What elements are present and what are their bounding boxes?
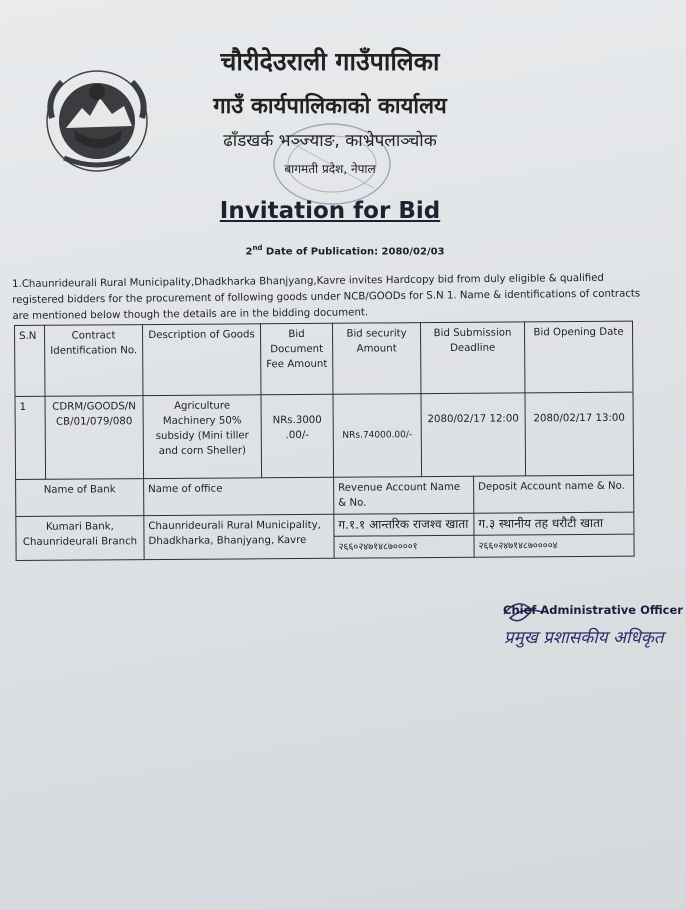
office-name: गाउँ कार्यपालिकाको कार्यालय <box>213 94 447 119</box>
table-row <box>15 392 634 479</box>
cell-revenue-no: २६६०२४७१४८७००००१ <box>334 535 474 558</box>
header-fee: Bid Document Fee Amount <box>260 323 332 395</box>
cell-deposit-no: २६६०२४७१४८७००००४ <box>474 534 634 557</box>
header-opening: Bid Opening Date <box>524 321 632 393</box>
intro-paragraph: 1.Chaunrideurali Rural Municipality,Dhadkharka Bhanjyang,Kavre invites Hardcopy bid from duly eligible & qualified registered bidders for the procurement of following goods under NCB/GOODs for S.N 1. Name & identifications of contracts are mentioned below though the details are in the bidding document. <box>12 272 641 322</box>
bank-header-row <box>16 475 634 516</box>
publication-date: 2nd Date of Publication: 2080/02/03 <box>245 244 445 258</box>
cell-fee: NRs.3000 .00/- <box>261 394 334 478</box>
cell-revenue-name: ग.१.१ आन्तरिक राजश्व खाता <box>334 513 474 536</box>
cell-bank: Kumari Bank, Chaunrideurali Branch <box>16 516 144 561</box>
cell-deadline: 2080/02/17 12:00 <box>421 393 526 477</box>
cell-sn: 1 <box>15 396 46 479</box>
province-country: बागमती प्रदेश, नेपाल <box>284 162 376 176</box>
office-address: ढाँडखर्क भञ्ज्याङ, काभ्रेपलाञ्चोक <box>223 131 437 151</box>
signature-title-en: Chief Administrative Officer <box>503 603 683 617</box>
document-title: Invitation for Bid <box>219 198 441 224</box>
cell-contract: CDRM/GOODS/NCB/01/079/080 <box>45 396 144 480</box>
header-bank: Name of Bank <box>16 479 144 517</box>
header-office: Name of office <box>144 477 334 515</box>
cell-security: NRs.74000.00/- <box>333 394 422 478</box>
signature-title-np: प्रमुख प्रशासकीय अधिकृत <box>504 628 664 648</box>
header-security: Bid security Amount <box>332 323 420 395</box>
nepal-emblem-icon <box>44 68 150 174</box>
header-sn: S.N <box>15 325 45 396</box>
header-deposit: Deposit Account name & No. <box>474 475 634 513</box>
header-revenue: Revenue Account Name & No. <box>334 476 474 514</box>
bid-table <box>14 321 635 561</box>
cell-deposit-name: ग.३ स्थानीय तह धरौटी खाता <box>474 512 634 535</box>
cell-opening: 2080/02/17 13:00 <box>525 392 634 476</box>
table-header-row <box>15 321 633 396</box>
header-contract: Contract Identification No. <box>45 325 143 397</box>
header-description: Description of Goods <box>143 324 261 396</box>
municipality-name: चौरीदेउराली गाउँपालिका <box>220 47 440 76</box>
header-deadline: Bid Submission Deadline <box>420 322 524 394</box>
cell-description: Agriculture Machinery 50% subsidy (Mini tiller and corn Sheller) <box>143 395 262 479</box>
cell-office: Chaunrideurali Rural Municipality, Dhadkharka, Bhanjyang, Kavre <box>144 514 334 559</box>
